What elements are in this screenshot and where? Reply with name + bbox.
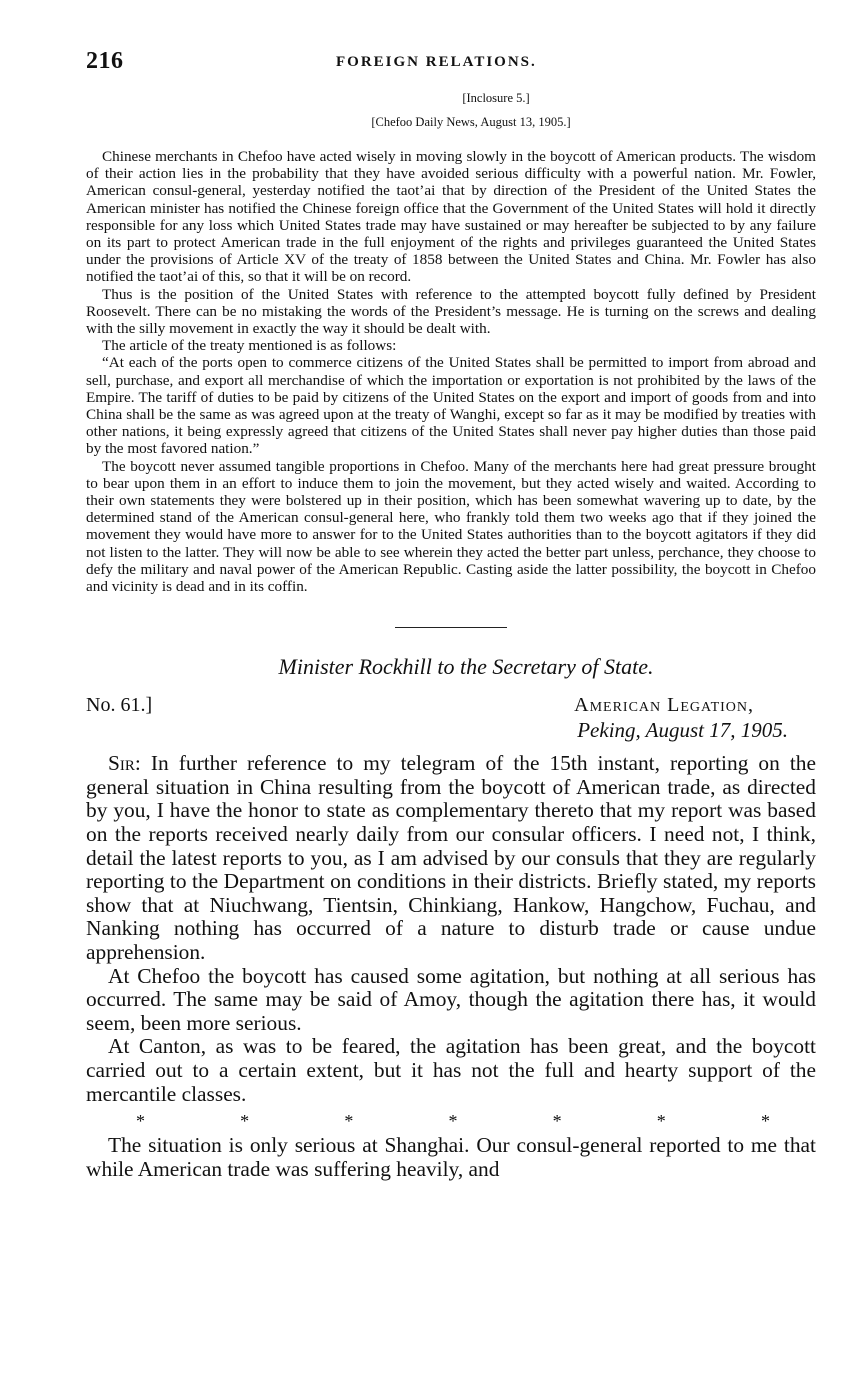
enclosure-paragraph: Chinese merchants in Chefoo have acted wisely in moving slowly in the boycott of American products. The wisdom of their action lies in the probability that they have avoided serious difficulty with a powerful nation. Mr. Fowler, American consul-general, yesterday notified the taot’ai that by direction of the President of the United States the American minister has notified the Chinese foreign office that the Government of the United States will hold it directly responsible for any loss which United States trade may have sustained or may hereafter be subjected to by any failure on its part to protect American trade in the full enjoyment of the rights and privileges guaranteed the United States under the provisions of Article XV of the treaty of 1858 between the United States and China. Mr. Fowler has also notified the taot’ai of this, so that it will be on record. [86, 148, 816, 286]
letter-dateline [86, 694, 816, 746]
enclosure-body [86, 148, 816, 595]
asterisk: * [448, 1111, 458, 1132]
place-date: Peking, August 17, 1905. [577, 718, 788, 743]
section-divider [395, 627, 507, 628]
asterisk: * [656, 1111, 666, 1132]
letter-paragraph [86, 752, 816, 964]
enclosure-paragraph: The boycott never assumed tangible proportions in Chefoo. Many of the merchants here had great pressure brought to bear upon them in an effort to induce them to join the movement, but they acted wisely and waited. According to their own statements they were bolstered up in their position, which has been somewhat wavering up to date, by the determined stand of the American consul-general here, who frankly told them two weeks ago that if they joined the movement they would have more to answer for to the United States authorities than to the boycott agitators if they did not listen to the latter. They will now be able to see wherein they acted the better part unless, perchance, they choose to defy the military and naval power of the American Republic. Casting aside the latter possibility, the boycott in Chefoo and vicinity is dead and in its coffin. [86, 457, 816, 596]
page-number: 216 [86, 48, 124, 74]
asterisk: * [344, 1111, 354, 1132]
source-citation: [Chefoo Daily News, August 13, 1905.] [371, 115, 571, 129]
letter-body [86, 752, 816, 1181]
document-page [86, 48, 816, 1181]
letter-heading: Minister Rockhill to the Secretary of State. [278, 654, 654, 680]
running-head [86, 48, 816, 82]
asterisk: * [552, 1111, 562, 1132]
enclosure-paragraph: The article of the treaty mentioned is as follows: [102, 337, 397, 355]
letter-first-paragraph-text: In further reference to my telegram of the 15th instant, reporting on the general situation in China resulting from the boycott of American trade, as directed by you, I have the honor to state as complementary thereto that my report was based on the reports received nearly daily from our consular officers. I need not, I think, detail the latest reports to you, as I am advised by our consuls that they are regularly reporting to the Department on conditions in their districts. Briefly stated, my reports show that at Niuchwang, Tientsin, Chinkiang, Hankow, Hangchow, Fuchau, and Nanking nothing has occurred of a nature to disturb trade or cause undue apprehension. [86, 751, 816, 965]
letter-paragraph: At Chefoo the boycott has caused some agitation, but nothing at all serious has occurred. The same may be said of Amoy, though the agitation there has, it would seem, been more serious. [86, 963, 816, 1035]
document-number: No. 61.] [86, 694, 153, 717]
asterisk: * [136, 1111, 145, 1132]
treaty-quotation: “At each of the ports open to commerce citizens of the United States shall be permitted to import from abroad and sell, purchase, and export all merchandise of which the importation or exportation is not prohibited by the laws of the Empire. The tariff of duties to be paid by citizens of the United States on the export and import of goods from and into China shall be the same as was agreed upon at the treaty of Wanghi, except so far as it may be modified by treaties with other nations, it being expressly agreed that citizens of the United States shall never pay higher duties than those paid by the most favored nation.” [86, 354, 816, 458]
asterisk: * [760, 1111, 770, 1132]
omission-asterisks [86, 1106, 816, 1134]
running-title: FOREIGN RELATIONS. [336, 54, 537, 70]
salutation: Sir: [108, 751, 141, 776]
asterisk: * [240, 1111, 250, 1132]
inclosure-label: [Inclosure 5.] [462, 91, 530, 105]
letter-paragraph: At Canton, as was to be feared, the agitation has been great, and the boycott carried out to a certain extent, but it has not the full and hearty support of the mercantile classes. [86, 1034, 816, 1106]
enclosure-paragraph: Thus is the position of the United States with reference to the attempted boycott fully defined by President Roosevelt. There can be no mistaking the words of the President’s message. He is turning on the screws and dealing with the silly movement in exactly the way it should be dealt with. [86, 285, 816, 338]
legation-name: American Legation, [574, 694, 754, 717]
letter-paragraph: The situation is only serious at Shanghai. Our consul-general reported to me that while American trade was suffering heavily, and [86, 1133, 816, 1181]
